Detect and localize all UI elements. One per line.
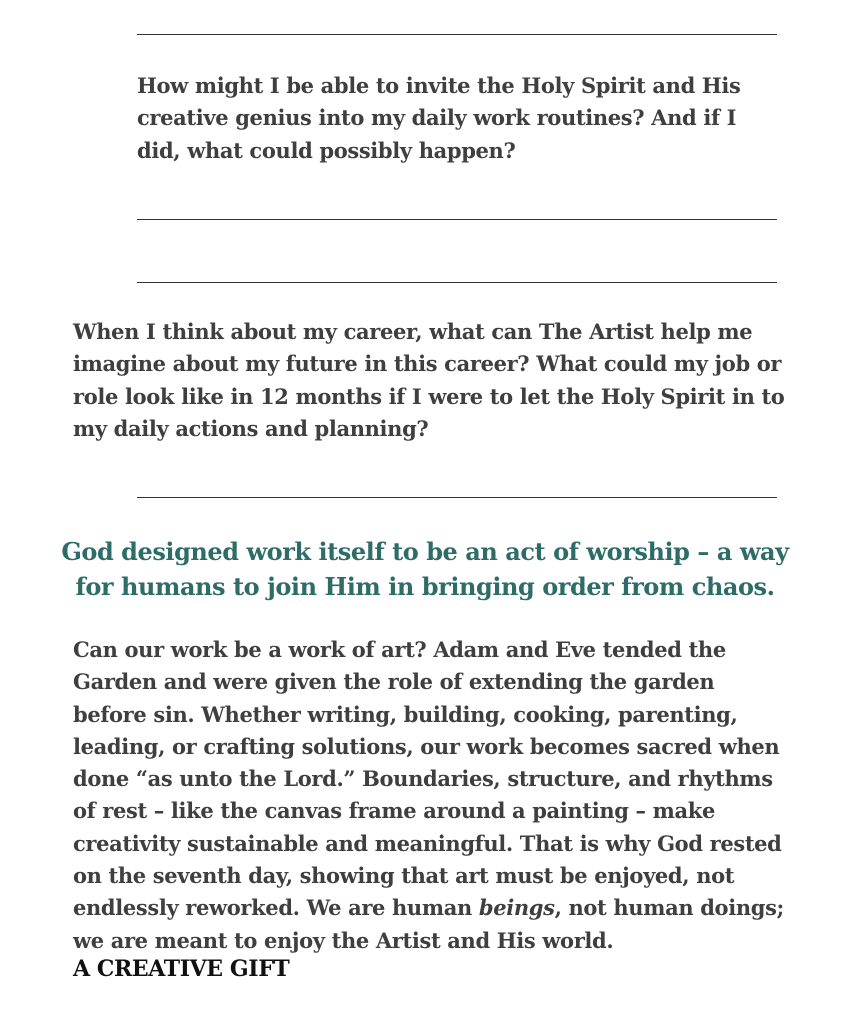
reflection-question-career: When I think about my career, what can The Artist help me imagine about my future in this career? What could my job or role look like in 12 months if I were to let the Holy Spirit in to my daily actions and planning?: [73, 319, 785, 441]
pull-quote: God designed work itself to be an act of worship – a way for humans to join Him in bringing order from chaos.: [61, 537, 789, 601]
body-paragraph: [73, 634, 793, 957]
answer-line-1: [137, 34, 777, 35]
answer-line-4: [137, 497, 777, 498]
body-text-part-2: , not human doings; we are meant to enjoy the Artist and His world.: [73, 895, 784, 953]
answer-line-3: [137, 282, 777, 283]
body-text-part-1: Can our work be a work of art? Adam and Eve tended the Garden and were given the role of extending the garden before sin. Whether writing, building, cooking, parenting, leading, or crafting solutions, our work becomes sacred when done “as unto the Lord.” Boundaries, structure, and rhythms of rest – like the canvas frame around a painting – make creativity sustainable and meaningful. That is why God rested on the seventh day, showing that art must be enjoyed, not endlessly reworked. We are human: [73, 637, 782, 921]
section-heading: A CREATIVE GIFT: [73, 956, 290, 982]
body-text-emphasis: beings: [478, 895, 555, 921]
answer-line-2: [137, 219, 777, 220]
reflection-question-holy-spirit: How might I be able to invite the Holy Spirit and His creative genius into my daily work routines? And if I did, what could possibly happen?: [137, 73, 741, 163]
